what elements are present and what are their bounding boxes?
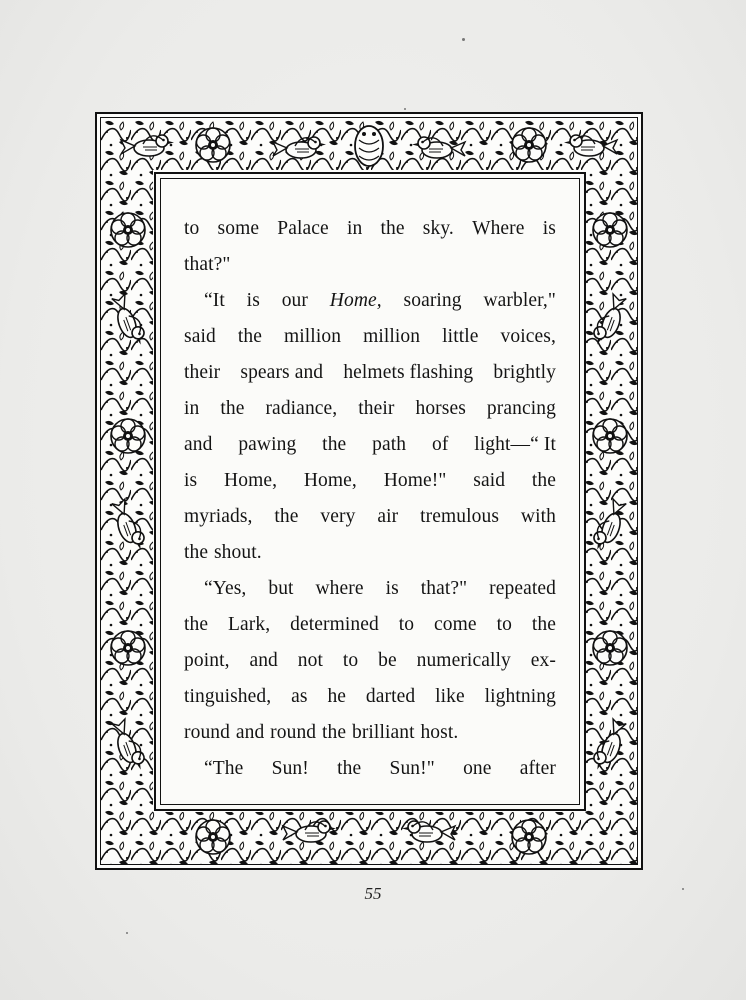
word: ex-	[530, 650, 556, 671]
body-text	[184, 211, 556, 787]
text-line	[184, 715, 556, 751]
word: radiance,	[265, 398, 338, 419]
word: the	[380, 218, 405, 239]
text-line	[184, 463, 556, 499]
text-line	[184, 211, 556, 247]
word: he	[327, 686, 347, 707]
word: their	[184, 362, 221, 383]
word: determined	[290, 614, 379, 635]
word: soaring	[403, 290, 462, 311]
word: prancing	[486, 398, 556, 419]
text-line	[184, 283, 556, 319]
word: Sun!"	[389, 758, 435, 779]
word: to	[184, 218, 200, 239]
paper-speck	[462, 38, 465, 41]
word: like	[435, 686, 465, 707]
word: is	[385, 578, 399, 599]
word: be	[378, 650, 397, 671]
word: repeated	[489, 578, 556, 599]
central-top-ornament	[355, 126, 383, 166]
word: the	[184, 542, 209, 563]
word: host.	[420, 722, 459, 743]
word: Sun!	[271, 758, 309, 779]
word: Home,	[224, 470, 278, 491]
word: the	[220, 398, 245, 419]
word: that?"	[420, 578, 468, 599]
word: come	[434, 614, 477, 635]
text-line	[184, 535, 556, 571]
word: spears and	[240, 362, 324, 383]
word: the	[322, 722, 347, 743]
word: numerically	[416, 650, 511, 671]
word: their	[358, 398, 395, 419]
word: air	[377, 506, 399, 527]
word: little	[442, 326, 479, 347]
word: said	[184, 326, 216, 347]
word: some	[217, 218, 260, 239]
word: pawing	[238, 434, 297, 455]
word: the	[274, 506, 299, 527]
word: is	[184, 470, 198, 491]
word: round	[270, 722, 317, 743]
text-line	[184, 751, 556, 787]
word: Where	[472, 218, 525, 239]
word: with	[520, 506, 556, 527]
word: sky.	[422, 218, 454, 239]
word: myriads,	[184, 506, 253, 527]
text-line	[184, 679, 556, 715]
text-line	[184, 319, 556, 355]
word: million	[284, 326, 342, 347]
text-line	[184, 427, 556, 463]
word: horses	[415, 398, 466, 419]
text-line	[184, 391, 556, 427]
word: to	[398, 614, 415, 635]
word: tinguished,	[184, 686, 272, 707]
word: and	[235, 722, 265, 743]
word: darted	[365, 686, 416, 707]
word: very	[320, 506, 356, 527]
word: is	[542, 218, 556, 239]
word: Lark,	[228, 614, 271, 635]
word: one	[463, 758, 492, 779]
word: but	[268, 578, 294, 599]
word: million	[363, 326, 421, 347]
page-number: 55	[364, 884, 382, 903]
word: the	[531, 470, 556, 491]
word: in	[184, 398, 200, 419]
text-line	[184, 247, 556, 283]
word: round	[184, 722, 230, 743]
word: the	[237, 326, 262, 347]
word: not	[297, 650, 323, 671]
word: brilliant	[351, 722, 415, 743]
word: the	[322, 434, 347, 455]
text-line	[184, 571, 556, 607]
word: and	[249, 650, 278, 671]
word: that?"	[184, 254, 231, 275]
text-line	[184, 643, 556, 679]
word: “Yes,	[204, 578, 247, 599]
word: as	[291, 686, 308, 707]
word: our	[281, 290, 308, 311]
word: of	[431, 434, 449, 455]
paper-speck	[126, 932, 128, 934]
word: lightning	[484, 686, 556, 707]
word: said	[473, 470, 506, 491]
word: light—“ It	[474, 434, 556, 455]
word: tremulous	[420, 506, 500, 527]
word: “It	[204, 290, 225, 311]
word: Palace	[277, 218, 329, 239]
word: the	[184, 614, 209, 635]
word: helmets flashing	[343, 362, 474, 383]
text-line	[184, 499, 556, 535]
word: warbler,"	[483, 290, 556, 311]
word: in	[346, 218, 363, 239]
word: path	[372, 434, 407, 455]
word: is	[246, 290, 260, 311]
word: after	[519, 758, 556, 779]
word: the	[337, 758, 362, 779]
text-line	[184, 355, 556, 391]
word: Home!"	[383, 470, 447, 491]
word: the	[531, 614, 556, 635]
word: and	[184, 434, 213, 455]
word: brightly	[493, 362, 556, 383]
paper-speck	[404, 108, 406, 110]
text-line	[184, 607, 556, 643]
word: shout.	[213, 542, 262, 563]
word: point,	[184, 650, 230, 671]
word: to	[342, 650, 359, 671]
italic-word: Home,	[329, 290, 382, 311]
word: to	[496, 614, 512, 635]
word: where	[315, 578, 364, 599]
word: voices,	[500, 326, 556, 347]
word: Home,	[303, 470, 357, 491]
word: “The	[204, 758, 244, 779]
